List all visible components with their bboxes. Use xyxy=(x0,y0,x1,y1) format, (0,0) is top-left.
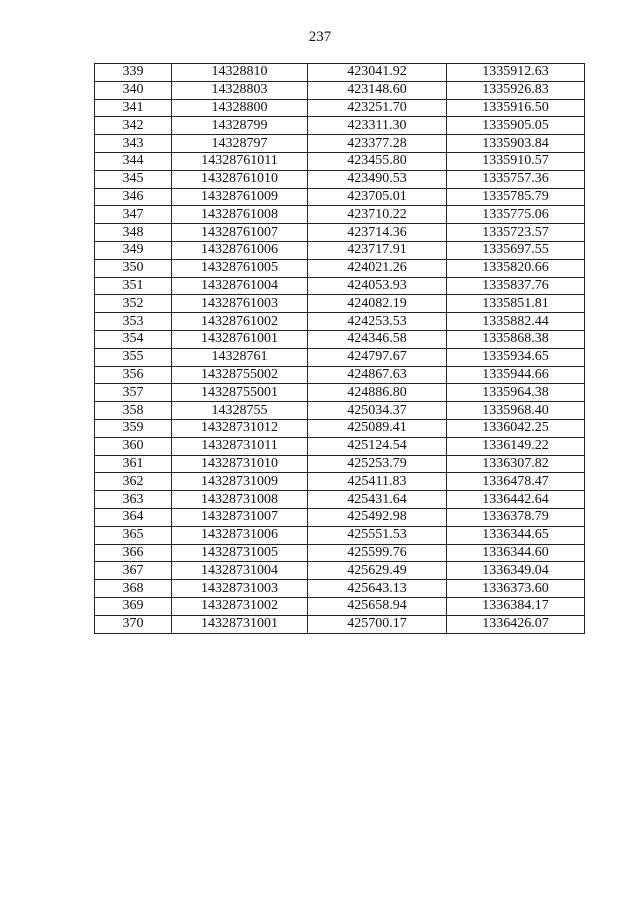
y-coordinate-cell: 1335903.84 xyxy=(447,135,585,153)
point-id-cell: 14328761 xyxy=(172,348,308,366)
x-coordinate-cell: 424867.63 xyxy=(308,366,447,384)
row-index-cell: 347 xyxy=(95,206,172,224)
x-coordinate-cell: 423714.36 xyxy=(308,224,447,242)
row-index-cell: 351 xyxy=(95,277,172,295)
table-row xyxy=(95,544,585,562)
y-coordinate-cell: 1335882.44 xyxy=(447,313,585,331)
row-index-cell: 358 xyxy=(95,402,172,420)
x-coordinate-cell: 425551.53 xyxy=(308,526,447,544)
x-coordinate-cell: 425431.64 xyxy=(308,491,447,509)
point-id-cell: 14328731003 xyxy=(172,580,308,598)
row-index-cell: 344 xyxy=(95,152,172,170)
point-id-cell: 14328731004 xyxy=(172,562,308,580)
y-coordinate-cell: 1335775.06 xyxy=(447,206,585,224)
x-coordinate-cell: 425034.37 xyxy=(308,402,447,420)
x-coordinate-cell: 424021.26 xyxy=(308,259,447,277)
table-row xyxy=(95,615,585,633)
x-coordinate-cell: 425700.17 xyxy=(308,615,447,633)
y-coordinate-cell: 1336344.65 xyxy=(447,526,585,544)
point-id-cell: 14328731010 xyxy=(172,455,308,473)
x-coordinate-cell: 423041.92 xyxy=(308,64,447,82)
row-index-cell: 356 xyxy=(95,366,172,384)
y-coordinate-cell: 1335837.76 xyxy=(447,277,585,295)
point-id-cell: 14328761010 xyxy=(172,170,308,188)
row-index-cell: 370 xyxy=(95,615,172,633)
page-number: 237 xyxy=(308,29,332,45)
x-coordinate-cell: 423455.80 xyxy=(308,152,447,170)
y-coordinate-cell: 1335905.05 xyxy=(447,117,585,135)
point-id-cell: 14328731001 xyxy=(172,615,308,633)
point-id-cell: 14328761008 xyxy=(172,206,308,224)
y-coordinate-cell: 1336349.04 xyxy=(447,562,585,580)
x-coordinate-cell: 423490.53 xyxy=(308,170,447,188)
table-row xyxy=(95,526,585,544)
y-coordinate-cell: 1335964.38 xyxy=(447,384,585,402)
y-coordinate-cell: 1335926.83 xyxy=(447,81,585,99)
y-coordinate-cell: 1336478.47 xyxy=(447,473,585,491)
x-coordinate-cell: 423377.28 xyxy=(308,135,447,153)
table-row xyxy=(95,206,585,224)
y-coordinate-cell: 1335757.36 xyxy=(447,170,585,188)
row-index-cell: 361 xyxy=(95,455,172,473)
row-index-cell: 357 xyxy=(95,384,172,402)
table-row xyxy=(95,384,585,402)
point-id-cell: 14328755002 xyxy=(172,366,308,384)
table-row xyxy=(95,277,585,295)
row-index-cell: 350 xyxy=(95,259,172,277)
x-coordinate-cell: 425492.98 xyxy=(308,508,447,526)
y-coordinate-cell: 1335934.65 xyxy=(447,348,585,366)
y-coordinate-cell: 1335944.66 xyxy=(447,366,585,384)
x-coordinate-cell: 424082.19 xyxy=(308,295,447,313)
table-row xyxy=(95,241,585,259)
row-index-cell: 342 xyxy=(95,117,172,135)
row-index-cell: 339 xyxy=(95,64,172,82)
point-id-cell: 14328731007 xyxy=(172,508,308,526)
x-coordinate-cell: 424053.93 xyxy=(308,277,447,295)
row-index-cell: 341 xyxy=(95,99,172,117)
x-coordinate-cell: 425411.83 xyxy=(308,473,447,491)
y-coordinate-cell: 1335785.79 xyxy=(447,188,585,206)
row-index-cell: 359 xyxy=(95,419,172,437)
y-coordinate-cell: 1336344.60 xyxy=(447,544,585,562)
table-row xyxy=(95,473,585,491)
table-row xyxy=(95,508,585,526)
x-coordinate-cell: 425629.49 xyxy=(308,562,447,580)
y-coordinate-cell: 1336042.25 xyxy=(447,419,585,437)
x-coordinate-cell: 425658.94 xyxy=(308,597,447,615)
point-id-cell: 14328761006 xyxy=(172,241,308,259)
y-coordinate-cell: 1336378.79 xyxy=(447,508,585,526)
y-coordinate-cell: 1336384.17 xyxy=(447,597,585,615)
row-index-cell: 364 xyxy=(95,508,172,526)
table-row xyxy=(95,64,585,82)
x-coordinate-cell: 425253.79 xyxy=(308,455,447,473)
coordinates-table xyxy=(94,63,585,634)
x-coordinate-cell: 425643.13 xyxy=(308,580,447,598)
point-id-cell: 14328731002 xyxy=(172,597,308,615)
row-index-cell: 366 xyxy=(95,544,172,562)
point-id-cell: 14328761007 xyxy=(172,224,308,242)
row-index-cell: 369 xyxy=(95,597,172,615)
x-coordinate-cell: 424797.67 xyxy=(308,348,447,366)
point-id-cell: 14328755001 xyxy=(172,384,308,402)
point-id-cell: 14328803 xyxy=(172,81,308,99)
y-coordinate-cell: 1335868.38 xyxy=(447,330,585,348)
point-id-cell: 14328731012 xyxy=(172,419,308,437)
point-id-cell: 14328797 xyxy=(172,135,308,153)
table-row xyxy=(95,313,585,331)
y-coordinate-cell: 1336373.60 xyxy=(447,580,585,598)
table-row xyxy=(95,402,585,420)
row-index-cell: 360 xyxy=(95,437,172,455)
x-coordinate-cell: 423710.22 xyxy=(308,206,447,224)
row-index-cell: 345 xyxy=(95,170,172,188)
point-id-cell: 14328731011 xyxy=(172,437,308,455)
table-row xyxy=(95,295,585,313)
point-id-cell: 14328731005 xyxy=(172,544,308,562)
x-coordinate-cell: 424346.58 xyxy=(308,330,447,348)
y-coordinate-cell: 1336149.22 xyxy=(447,437,585,455)
y-coordinate-cell: 1335910.57 xyxy=(447,152,585,170)
y-coordinate-cell: 1336307.82 xyxy=(447,455,585,473)
row-index-cell: 346 xyxy=(95,188,172,206)
table-row xyxy=(95,348,585,366)
table-row xyxy=(95,224,585,242)
row-index-cell: 354 xyxy=(95,330,172,348)
y-coordinate-cell: 1335697.55 xyxy=(447,241,585,259)
table-row xyxy=(95,259,585,277)
table-body xyxy=(95,64,585,634)
point-id-cell: 14328731009 xyxy=(172,473,308,491)
point-id-cell: 14328761004 xyxy=(172,277,308,295)
table-row xyxy=(95,419,585,437)
row-index-cell: 363 xyxy=(95,491,172,509)
row-index-cell: 349 xyxy=(95,241,172,259)
point-id-cell: 14328731008 xyxy=(172,491,308,509)
point-id-cell: 14328761001 xyxy=(172,330,308,348)
y-coordinate-cell: 1335916.50 xyxy=(447,99,585,117)
table-row xyxy=(95,330,585,348)
point-id-cell: 14328800 xyxy=(172,99,308,117)
x-coordinate-cell: 424886.80 xyxy=(308,384,447,402)
row-index-cell: 348 xyxy=(95,224,172,242)
table-row xyxy=(95,170,585,188)
y-coordinate-cell: 1335968.40 xyxy=(447,402,585,420)
table-row xyxy=(95,580,585,598)
row-index-cell: 343 xyxy=(95,135,172,153)
y-coordinate-cell: 1335723.57 xyxy=(447,224,585,242)
point-id-cell: 14328761005 xyxy=(172,259,308,277)
table-row xyxy=(95,562,585,580)
y-coordinate-cell: 1335820.66 xyxy=(447,259,585,277)
row-index-cell: 365 xyxy=(95,526,172,544)
point-id-cell: 14328810 xyxy=(172,64,308,82)
row-index-cell: 362 xyxy=(95,473,172,491)
point-id-cell: 14328761011 xyxy=(172,152,308,170)
table-row xyxy=(95,81,585,99)
row-index-cell: 368 xyxy=(95,580,172,598)
point-id-cell: 14328761002 xyxy=(172,313,308,331)
table-row xyxy=(95,491,585,509)
point-id-cell: 14328755 xyxy=(172,402,308,420)
x-coordinate-cell: 423311.30 xyxy=(308,117,447,135)
x-coordinate-cell: 423148.60 xyxy=(308,81,447,99)
table-row xyxy=(95,597,585,615)
y-coordinate-cell: 1336442.64 xyxy=(447,491,585,509)
point-id-cell: 14328761003 xyxy=(172,295,308,313)
point-id-cell: 14328799 xyxy=(172,117,308,135)
table-row xyxy=(95,366,585,384)
row-index-cell: 367 xyxy=(95,562,172,580)
table-row xyxy=(95,455,585,473)
x-coordinate-cell: 425089.41 xyxy=(308,419,447,437)
point-id-cell: 14328731006 xyxy=(172,526,308,544)
row-index-cell: 340 xyxy=(95,81,172,99)
point-id-cell: 14328761009 xyxy=(172,188,308,206)
table-row xyxy=(95,437,585,455)
y-coordinate-cell: 1335912.63 xyxy=(447,64,585,82)
table-row xyxy=(95,117,585,135)
y-coordinate-cell: 1336426.07 xyxy=(447,615,585,633)
y-coordinate-cell: 1335851.81 xyxy=(447,295,585,313)
row-index-cell: 353 xyxy=(95,313,172,331)
x-coordinate-cell: 423251.70 xyxy=(308,99,447,117)
row-index-cell: 352 xyxy=(95,295,172,313)
x-coordinate-cell: 425124.54 xyxy=(308,437,447,455)
table-row xyxy=(95,99,585,117)
table-row xyxy=(95,152,585,170)
x-coordinate-cell: 424253.53 xyxy=(308,313,447,331)
x-coordinate-cell: 423705.01 xyxy=(308,188,447,206)
table-row xyxy=(95,135,585,153)
table-row xyxy=(95,188,585,206)
x-coordinate-cell: 425599.76 xyxy=(308,544,447,562)
row-index-cell: 355 xyxy=(95,348,172,366)
x-coordinate-cell: 423717.91 xyxy=(308,241,447,259)
